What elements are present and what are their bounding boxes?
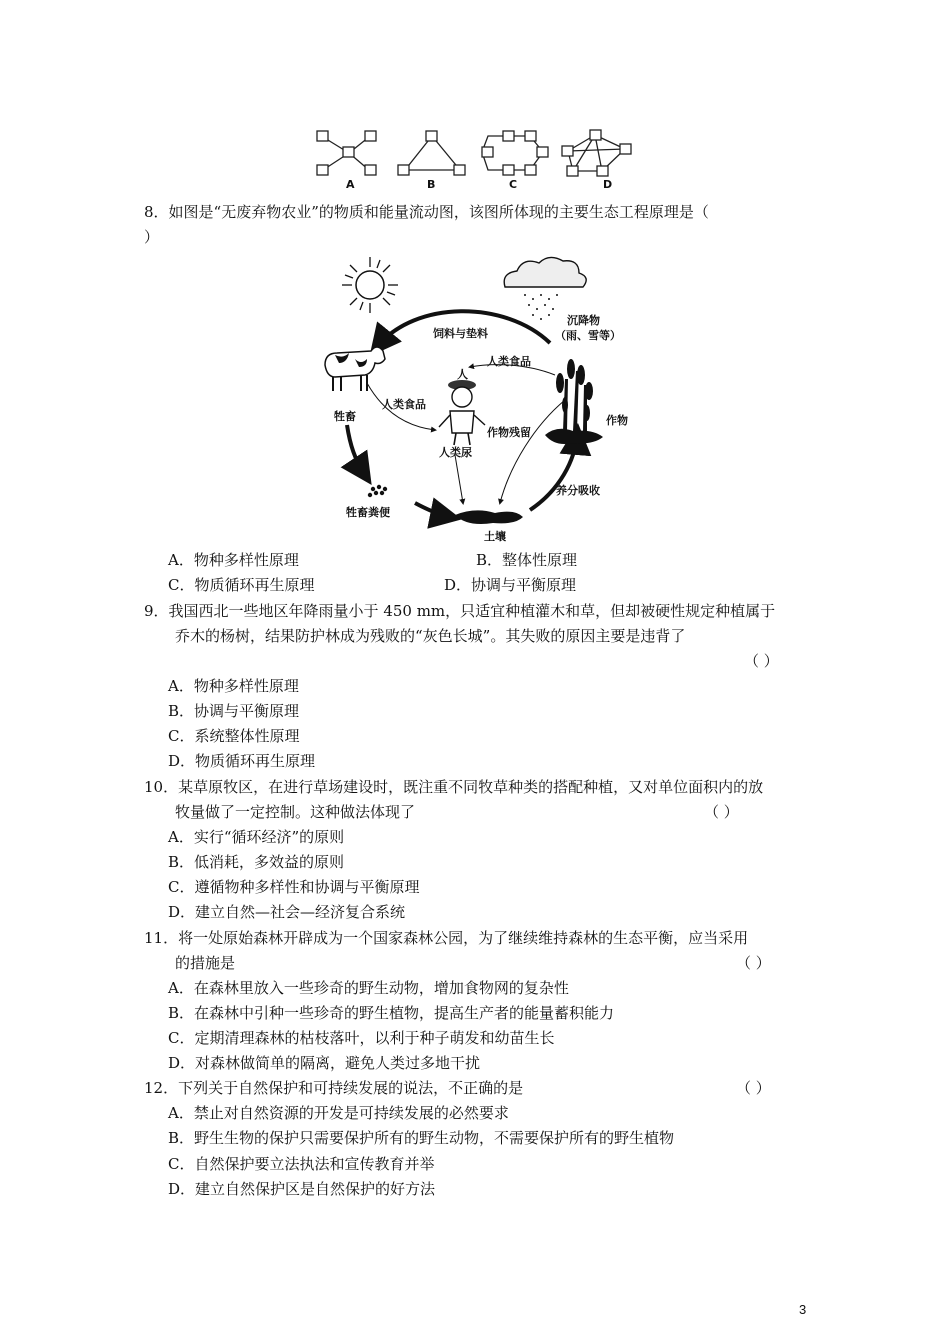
label-soil: 土壤	[484, 530, 506, 543]
q9-paren: （ ）	[744, 652, 779, 670]
q8-stem: 8．如图是“无废弃物农业”的物质和能量流动图，该图所体现的主要生态工程原理是（	[144, 203, 709, 221]
soil-icon	[455, 510, 523, 524]
q11-line2: 的措施是	[175, 954, 236, 972]
q10-paren: （ ）	[704, 803, 739, 821]
q11-paren: （ ）	[736, 954, 771, 972]
page-number: 3	[799, 1302, 807, 1317]
q8-option-c: C．物质循环再生原理	[168, 576, 315, 594]
crop-icon	[545, 359, 603, 444]
q10-option-d: D．建立自然—社会—经济复合系统	[168, 903, 406, 921]
manure-icon	[368, 485, 387, 497]
q9-option-a: A．物种多样性原理	[168, 677, 299, 695]
cow-icon	[325, 347, 385, 391]
diagram-label-a: A	[346, 178, 355, 191]
q12-option-d: D．建立自然保护区是自然保护的好方法	[168, 1180, 436, 1198]
diagram-label-c: C	[509, 178, 518, 191]
diagram-label-b: B	[427, 178, 436, 191]
q10-option-c: C．遵循物种多样性和协调与平衡原理	[168, 878, 420, 896]
label-crop: 作物	[606, 414, 628, 427]
q8-option-b: B．整体性原理	[476, 551, 578, 569]
q10-line2: 牧量做了一定控制。这种做法体现了	[175, 803, 416, 821]
label-feed: 饲料与垫料	[433, 327, 488, 340]
q12-option-a: A．禁止对自然资源的开发是可持续发展的必然要求	[168, 1104, 509, 1122]
q12-line1: 12．下列关于自然保护和可持续发展的说法，不正确的是	[144, 1079, 524, 1097]
q10-line1: 10．某草原牧区，在进行草场建设时，既注重不同牧草种类的搭配种植，又对单位面积内的放	[144, 778, 764, 796]
label-human-urine: 人类尿	[439, 446, 472, 459]
arrow-livestock-to-manure	[347, 425, 365, 475]
label-precip-2: （雨、雪等）	[555, 329, 621, 342]
diagram-a	[317, 131, 376, 175]
q11-option-b: B．在森林中引种一些珍奇的野生植物，提高生产者的能量蓄积能力	[168, 1004, 615, 1022]
q12-paren: （ ）	[736, 1079, 771, 1097]
arrow-soil-to-crop	[530, 435, 577, 510]
arrow-manure-to-soil	[415, 503, 450, 517]
q9-option-b: B．协调与平衡原理	[168, 702, 300, 720]
label-crop-residue: 作物残留	[487, 426, 531, 439]
diagram-d	[562, 130, 631, 176]
diagram-c	[482, 131, 548, 175]
q9-option-d: D．物质循环再生原理	[168, 752, 316, 770]
q12-option-c: C．自然保护要立法执法和宣传教育并举	[168, 1155, 435, 1173]
label-nutrient: 养分吸收	[556, 484, 600, 497]
q9-option-c: C．系统整体性原理	[168, 727, 300, 745]
person-icon	[439, 380, 485, 445]
q9-line2: 乔木的杨树，结果防护林成为残败的“灰色长城”。其失败的原因主要是违背了	[175, 627, 686, 645]
label-livestock: 牲畜	[334, 410, 356, 423]
q12-option-b: B．野生生物的保护只需要保护所有的野生动物，不需要保护所有的野生植物	[168, 1129, 675, 1147]
label-precip-1: 沉降物	[567, 314, 600, 327]
diagram-b	[398, 131, 465, 175]
label-human-food-2: 人类食品	[382, 398, 426, 411]
q10-option-b: B．低消耗，多效益的原则	[168, 853, 345, 871]
nutrient-cycle-figure	[305, 255, 645, 545]
q9-line1: 9．我国西北一些地区年降雨量小于 450 mm，只适宜种植灌木和草，但却被硬性规定种植属于	[144, 602, 776, 620]
q8-option-d: D．协调与平衡原理	[444, 576, 577, 594]
q11-option-d: D．对森林做简单的隔离，避免人类过多地干扰	[168, 1054, 481, 1072]
label-human: 人	[457, 368, 468, 381]
q11-option-c: C．定期清理森林的枯枝落叶，以利于种子萌发和幼苗生长	[168, 1029, 555, 1047]
q10-option-a: A．实行“循环经济”的原则	[168, 828, 345, 846]
network-diagrams-figure	[305, 125, 650, 195]
q8-stem-end: ）	[144, 228, 160, 246]
label-human-food-1: 人类食品	[487, 355, 531, 368]
label-manure: 牲畜粪便	[346, 506, 390, 519]
q11-option-a: A．在森林里放入一些珍奇的野生动物，增加食物网的复杂性	[168, 979, 569, 997]
q8-option-a: A．物种多样性原理	[168, 551, 299, 569]
q11-line1: 11．将一处原始森林开辟成为一个国家森林公园，为了继续维持森林的生态平衡，应当采用	[144, 929, 749, 947]
sun-icon	[342, 257, 398, 313]
cloud-icon	[504, 257, 586, 320]
diagram-label-d: D	[603, 178, 613, 191]
